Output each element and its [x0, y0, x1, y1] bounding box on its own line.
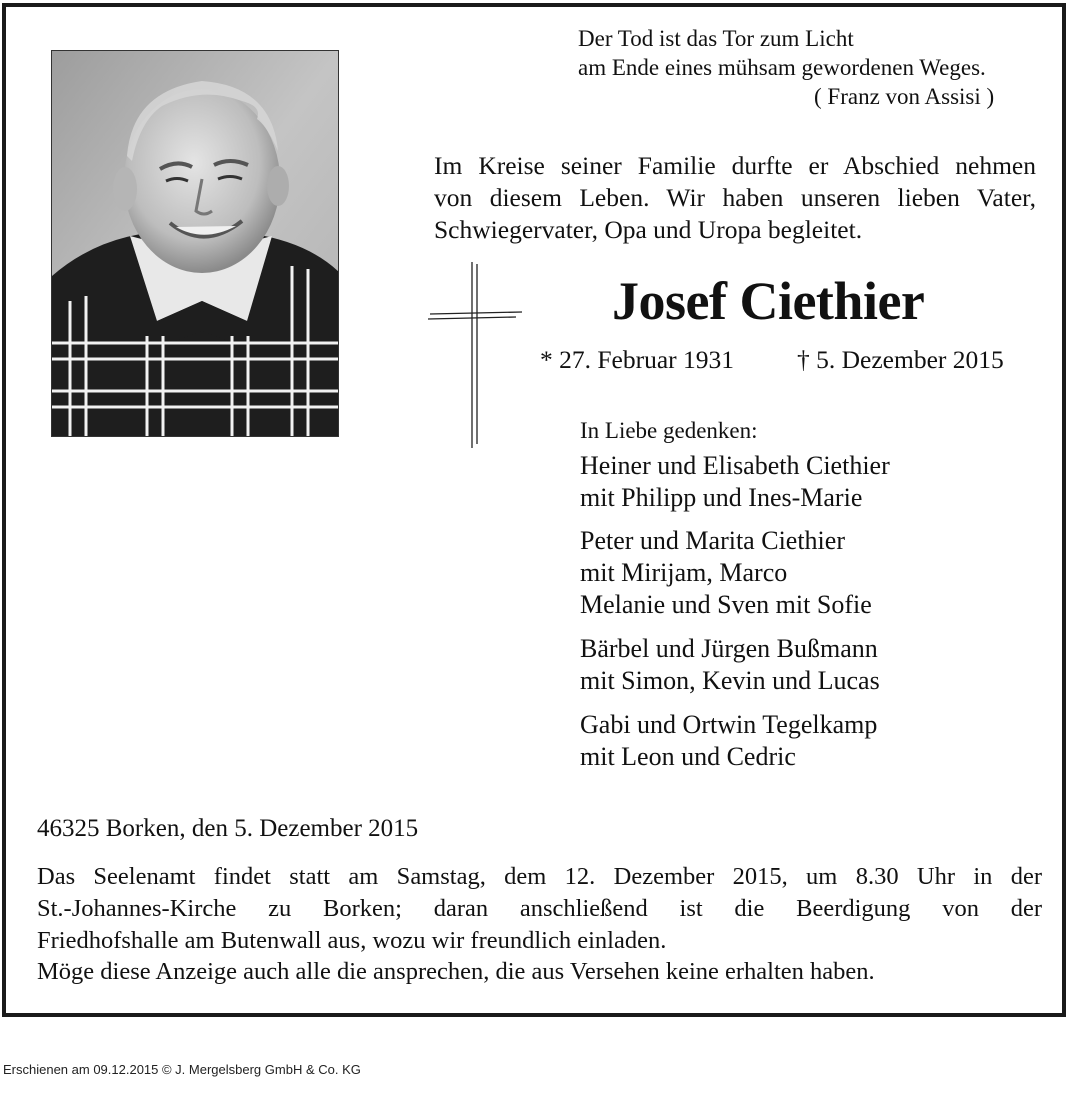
intro-line-2: von diesem Leben. Wir haben unseren lieben Vater,	[434, 183, 1036, 212]
quote-line-2: am Ende eines mühsam gewordenen Weges.	[578, 55, 986, 80]
mourner-group	[580, 525, 872, 621]
mourner-line: Gabi und Ortwin Tegelkamp	[580, 710, 878, 739]
mourner-line: Bärbel und Jürgen Bußmann	[580, 634, 878, 663]
mourner-line: Melanie und Sven mit Sofie	[580, 590, 872, 619]
intro-text	[434, 150, 1036, 246]
mourners-intro: In Liebe gedenken:	[580, 418, 758, 443]
service-notice	[37, 861, 1042, 957]
intro-line-1: Im Kreise seiner Familie durfte er Abschied nehmen	[434, 151, 1036, 180]
mourner-group	[580, 633, 880, 697]
intro-line-3: Schwiegervater, Opa und Uropa begleitet.	[434, 215, 863, 244]
birth-date: * 27. Februar 1931	[540, 345, 735, 374]
quote-author: ( Franz von Assisi )	[814, 84, 995, 109]
mourner-line: Heiner und Elisabeth Ciethier	[580, 451, 890, 480]
mourner-line: mit Philipp und Ines-Marie	[580, 483, 863, 512]
mourner-line: mit Leon und Cedric	[580, 742, 796, 771]
service-line-3: Friedhofshalle am Butenwall aus, wozu wir freundlich einladen.	[37, 927, 667, 954]
quote-line-1: Der Tod ist das Tor zum Licht	[578, 26, 854, 51]
place-date: 46325 Borken, den 5. Dezember 2015	[37, 815, 419, 842]
portrait-photo	[51, 50, 339, 437]
deceased-name: Josef Ciethier	[612, 271, 925, 331]
mourner-line: mit Mirijam, Marco	[580, 558, 788, 587]
service-line-1: Das Seelenamt findet statt am Samstag, dem 12. Dezember 2015, um 8.30 Uhr in der	[37, 863, 1042, 890]
cross-icon	[428, 262, 524, 453]
quote	[578, 24, 986, 82]
publication-footer: Erschienen am 09.12.2015 © J. Mergelsberg GmbH & Co. KG	[3, 1062, 361, 1077]
mourner-group	[580, 450, 890, 514]
mourner-line: Peter und Marita Ciethier	[580, 526, 845, 555]
death-date: † 5. Dezember 2015	[797, 345, 1004, 374]
service-line-2: St.-Johannes-Kirche zu Borken; daran anschließend ist die Beerdigung von der	[37, 895, 1042, 922]
mourner-line: mit Simon, Kevin und Lucas	[580, 666, 880, 695]
closing-note: Möge diese Anzeige auch alle die ansprechen, die aus Versehen keine erhalten haben.	[37, 958, 875, 985]
mourner-group	[580, 709, 877, 773]
